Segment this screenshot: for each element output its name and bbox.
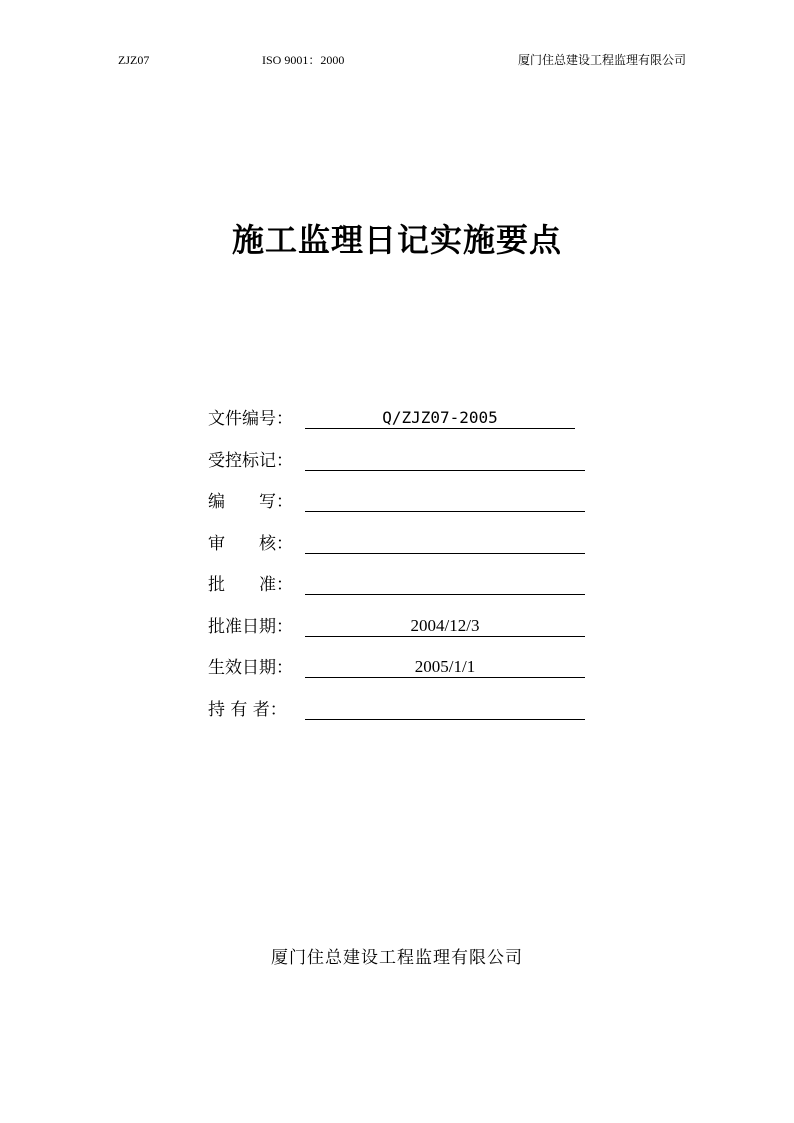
- field-value: [305, 574, 585, 595]
- header-document-code: ZJZ07: [118, 53, 150, 67]
- field-label: 生效日期：: [208, 658, 293, 678]
- field-value: Q/ZJZ07-2005: [305, 408, 575, 429]
- field-value: [305, 450, 585, 471]
- document-title: 施工监理日记实施要点: [231, 221, 562, 259]
- field-label: 持 有 者：: [208, 700, 287, 720]
- field-value: [305, 699, 585, 720]
- header-company-name: 厦门住总建设工程监理有限公司: [518, 53, 687, 67]
- field-label: 文件编号：: [208, 409, 293, 429]
- field-value: [305, 491, 585, 512]
- field-value: 2005/1/1: [305, 657, 585, 678]
- field-label: 批 准：: [208, 575, 293, 595]
- field-label: 受控标记：: [208, 451, 293, 471]
- footer-company-name: 厦门住总建设工程监理有限公司: [271, 948, 523, 968]
- field-value: 2004/12/3: [305, 616, 585, 637]
- header-iso-standard: ISO 9001：2000: [262, 53, 345, 67]
- field-label: 审 核：: [208, 534, 293, 554]
- field-label: 编 写：: [208, 492, 293, 512]
- field-value: [305, 533, 585, 554]
- field-label: 批准日期：: [208, 617, 293, 637]
